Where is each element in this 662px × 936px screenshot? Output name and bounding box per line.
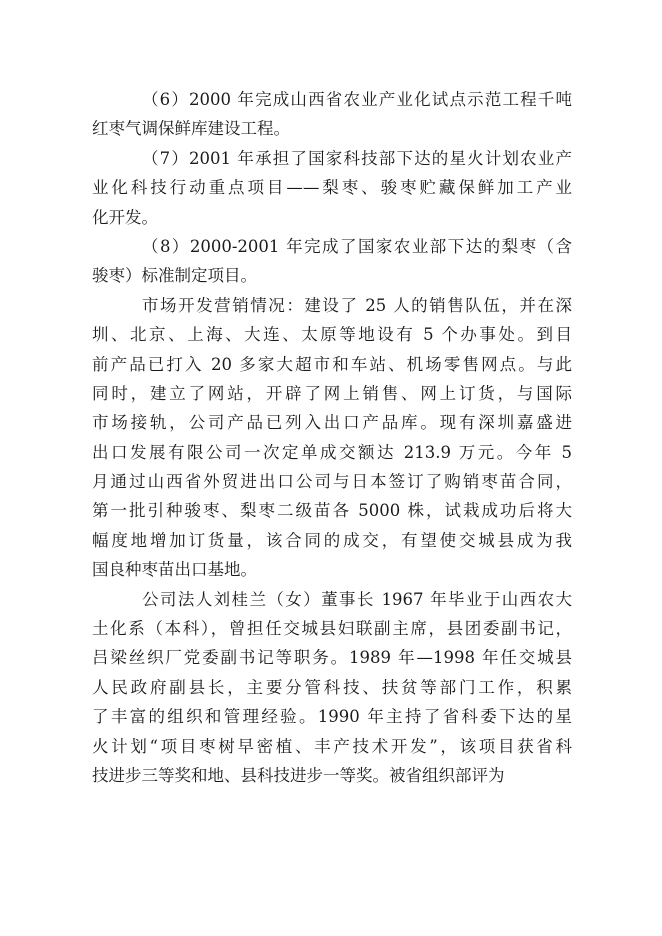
legal-person-paragraph-line-6: 火计划“项目枣树早密植、丰产技术开发”，该项目获省科	[92, 736, 572, 756]
market-paragraph-line-5: 市场接轨，公司产品已列入出口产品库。现有深圳嘉盛进	[92, 413, 572, 433]
market-paragraph-line-7: 月通过山西省外贸进出口公司与日本签订了购销枣苗合同，	[92, 472, 572, 492]
legal-person-paragraph-line-3: 吕梁丝织厂党委副书记等职务。1989 年—1998 年任交城县	[92, 648, 572, 668]
market-paragraph-line-2: 圳、北京、上海、大连、太原等地设有 5 个办事处。到目	[92, 325, 572, 345]
legal-person-paragraph-line-1: 公司法人刘桂兰（女）董事长 1967 年毕业于山西农大	[142, 589, 572, 609]
market-paragraph-line-9: 幅度地增加订货量，该合同的成交，有望使交城县成为我	[92, 530, 572, 550]
market-paragraph-line-10: 国良种枣苗出口基地。	[92, 560, 257, 580]
paragraph-8-line-1: （8）2000-2001 年完成了国家农业部下达的梨枣（含	[142, 236, 572, 256]
document-body	[92, 85, 572, 790]
paragraph-7-line-1: （7）2001 年承担了国家科技部下达的星火计划农业产	[142, 148, 572, 168]
paragraph-8-line-2: 骏枣）标准制定项目。	[92, 266, 257, 286]
market-paragraph-line-6: 出口发展有限公司一次定单成交额达 213.9 万元。今年 5	[92, 442, 572, 462]
legal-person-paragraph-line-7: 技进步三等奖和地、县科技进步一等奖。被省组织部评为	[92, 765, 505, 785]
legal-person-paragraph-line-4: 人民政府副县长，主要分管科技、扶贫等部门工作，积累	[92, 677, 572, 697]
market-paragraph-line-1: 市场开发营销情况：建设了 25 人的销售队伍，并在深	[142, 295, 572, 315]
paragraph-7-line-2: 业化科技行动重点项目——梨枣、骏枣贮藏保鲜加工产业	[92, 178, 572, 198]
legal-person-paragraph-line-5: 了丰富的组织和管理经验。1990 年主持了省科委下达的星	[92, 707, 572, 727]
paragraph-6-line-2: 红枣气调保鲜库建设工程。	[92, 119, 290, 139]
market-paragraph-line-8: 第一批引种骏枣、梨枣二级苗各 5000 株，试栽成功后将大	[92, 501, 572, 521]
paragraph-7-line-3: 化开发。	[92, 207, 158, 227]
legal-person-paragraph-line-2: 土化系（本科），曾担任交城县妇联副主席，县团委副书记，	[92, 619, 572, 639]
market-paragraph-line-4: 同时，建立了网站，开辟了网上销售、网上订货，与国际	[92, 383, 572, 403]
paragraph-6-line-1: （6）2000 年完成山西省农业产业化试点示范工程千吨	[142, 90, 572, 109]
market-paragraph-line-3: 前产品已打入 20 多家大超市和车站、机场零售网点。与此	[92, 354, 572, 374]
